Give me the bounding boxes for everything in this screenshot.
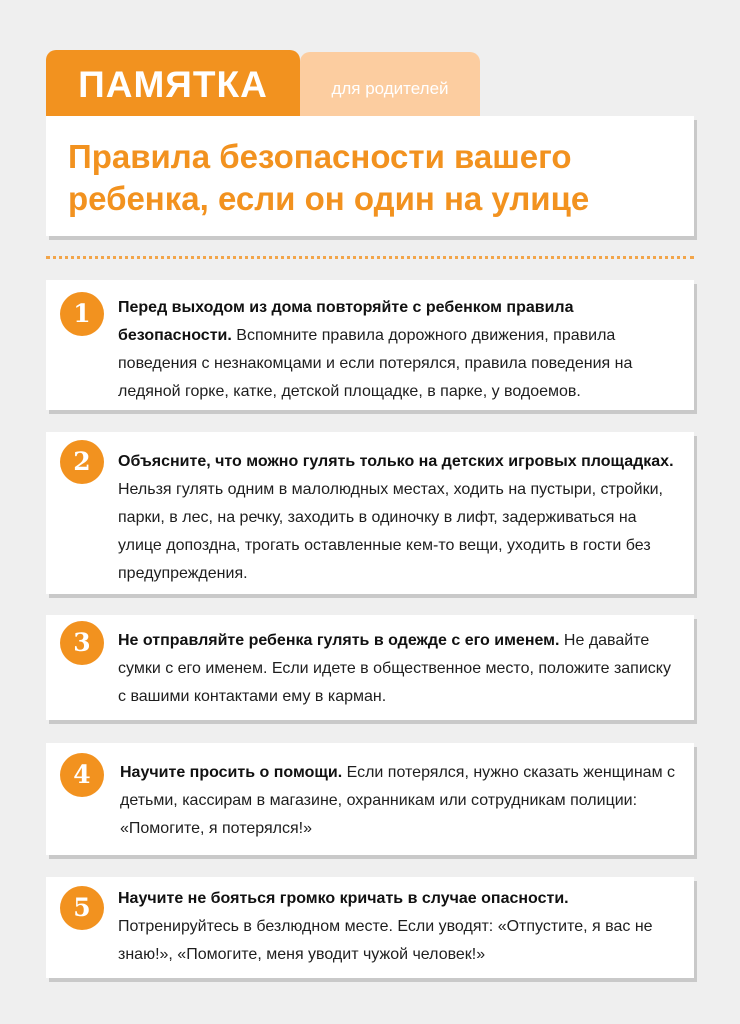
rule-text — [118, 627, 676, 711]
title-card — [46, 116, 694, 236]
rule-body: Потренируйтесь в безлюдном месте. Если уводят: «Отпустите, я вас не знаю!», «Помогите, меня уводит чужой человек!» — [118, 918, 653, 963]
dotted-divider — [46, 256, 694, 259]
rule-number-badge: 4 — [60, 753, 104, 797]
rule-number-badge: 1 — [60, 292, 104, 336]
rule-body: Не давайте сумки с его именем. Если идете в общественное место, положите записку с вашими контактами ему в карман. — [118, 632, 671, 705]
memo-tab-subtitle: для родителей — [300, 52, 480, 116]
rule-card-1 — [46, 280, 694, 410]
page-title: Правила безопасности вашего ребенка, если он один на улице — [68, 138, 590, 217]
memo-tab-title: ПАМЯТКА — [46, 50, 300, 116]
rule-text — [120, 759, 676, 843]
rule-bold-lead: Объясните, что можно гулять только на детских игровых площадках. — [118, 453, 674, 470]
rule-body: Нельзя гулять одним в малолюдных местах, ходить на пустыри, стройки, парки, в лес, на речку, заходить в одиночку в лифт, задерживаться на улице допоздна, трогать оставленные кем-то вещи, уходить в гости без предупреждения. — [118, 481, 663, 582]
rule-card-3 — [46, 615, 694, 720]
rule-text — [118, 448, 676, 588]
rule-bold-lead: Научите просить о помощи. — [120, 764, 343, 781]
rule-card-2 — [46, 432, 694, 594]
rule-number-badge: 2 — [60, 440, 104, 484]
rule-number-badge: 5 — [60, 886, 104, 930]
rule-text — [118, 885, 676, 969]
rule-number-badge: 3 — [60, 621, 104, 665]
rule-bold-lead: Перед выходом из дома повторяйте с ребенком правила безопасности. — [118, 299, 574, 344]
rule-bold-lead: Научите не бояться громко кричать в случае опасности. — [118, 890, 569, 907]
rule-card-4 — [46, 743, 694, 855]
rule-body: Если потерялся, нужно сказать женщинам с детьми, кассирам в магазине, охранникам или сотрудникам полиции: «Помогите, я потерялся!» — [120, 764, 676, 837]
rule-bold-lead: Не отправляйте ребенка гулять в одежде с его именем. — [118, 632, 560, 649]
rule-card-5 — [46, 877, 694, 978]
rule-body: Вспомните правила дорожного движения, правила поведения с незнакомцами и если потерялся, правила поведения на ледяной горке, катке, детской площадке, в парке, у водоемов. — [118, 327, 633, 400]
rule-text — [118, 294, 676, 406]
header-tab — [46, 48, 480, 116]
